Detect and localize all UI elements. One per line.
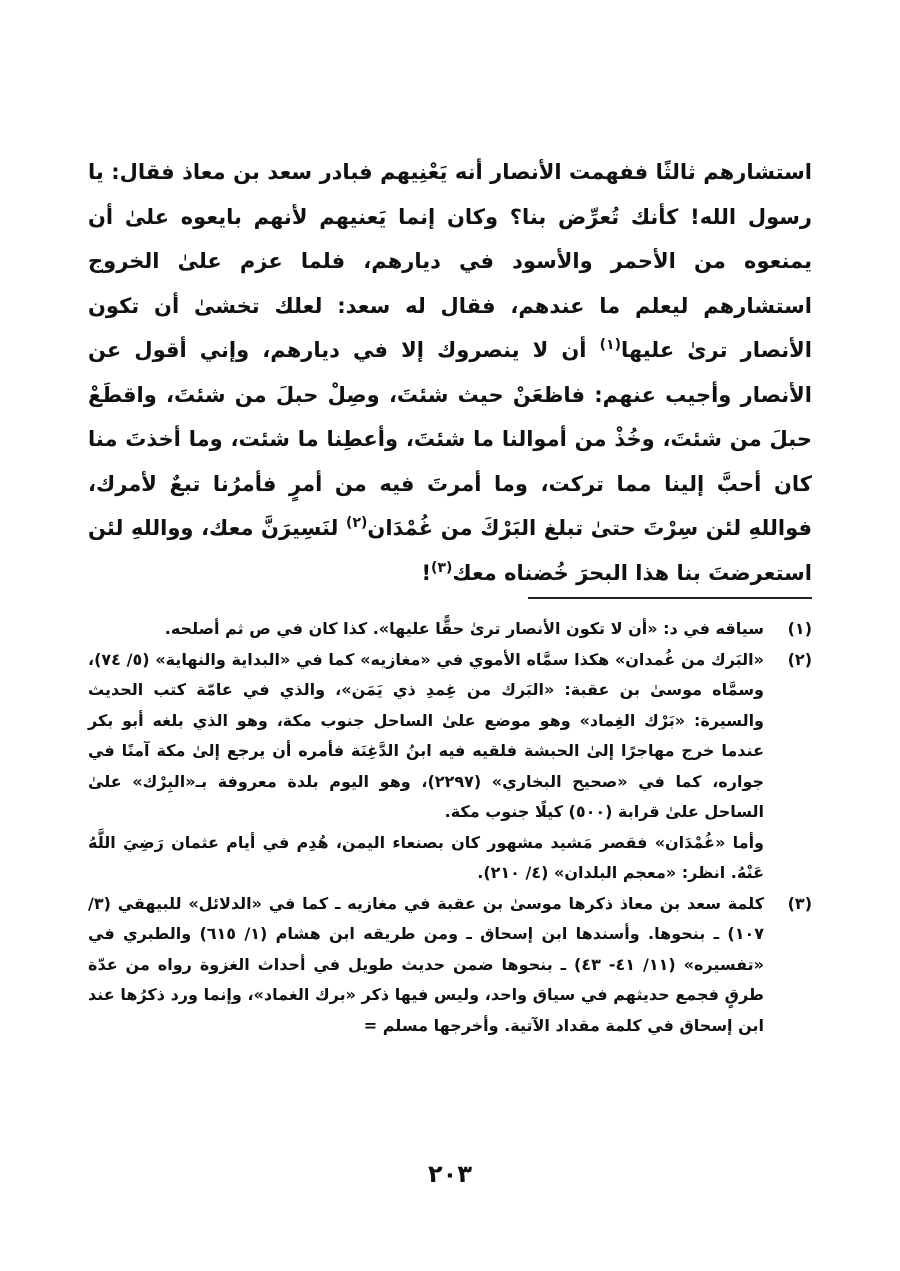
footnote-text: سياقه في د: «أن لا تكون الأنصار ترىٰ حقًّا عليها». كذا كان في ص ثم أصلحه. bbox=[164, 619, 764, 638]
footnote-text: وأما «غُمْدَان» فقصر مَشيد مشهور كان بصنعاء اليمن، هُدِم في أيام عثمان رَضِيَ اللَّهُ عَنْهُ. انظر: «معجم البلدان» (٤/ ٢١٠). bbox=[88, 832, 764, 882]
footnote-text: «البَرك من غُمدان» هكذا سمَّاه الأموي في «مغازيه» كما في «البداية والنهاية» (٥/ ٧٤)، وسمَّاه موسىٰ بن عقبة: «البَرك من غِمدِ ذي يَمَن»، والذي في عامّة كتب الحديث والسيرة: «بَرْك الغِماد» وهو موضع علىٰ الساحل جنوب مكة، وهو الذي بلغه أبو بكر عندما خرج مهاجرًا إلىٰ الحبشة فلقيه فيه ابنُ الدَّغِنَة فأمره أن يرجع إلىٰ مكة آمنًا في جواره، كما في «صحيح البخاري» (٢٢٩٧)، وهو اليوم بلدة معروفة بـ«البِرْك» علىٰ الساحل علىٰ قرابة (٥٠٠) كيلًا جنوب مكة. bbox=[88, 649, 765, 821]
footnote-number: (١) bbox=[787, 619, 812, 638]
footnote-ref-3[interactable]: (٣) bbox=[431, 559, 453, 576]
footnote-text: كلمة سعد بن معاذ ذكرها موسىٰ بن عقبة في مغازيه ـ كما في «الدلائل» للبيهقي (٣/ ١٠٧) ـ بنحوها. وأسندها ابن إسحاق ـ ومن طريقه ابن هشام (١/ ٦١٥) والطبري في «تفسيره» (١١/ ٤١- ٤٣) ـ بنحوها ضمن حديث طويل في أحداث الغزوة رواه من عدّة طرقٍ فجمع حديثهم في سياق واحد، وليس فيها ذكر «برك الغماد»، وإنما ورد ذكرُها عند ابن إسحاق في كلمة مقداد الآتية. وأخرجها مسلم = bbox=[88, 893, 765, 1035]
footnote-3 bbox=[88, 889, 812, 1042]
footnote-ref-2[interactable]: (٢) bbox=[346, 515, 368, 531]
main-text-run: لنَسِيرَنَّ معك، وواللهِ لئن استعرضتَ بنا هذا البحرَ خُضناه معك bbox=[88, 516, 812, 585]
footnotes bbox=[88, 614, 812, 1041]
main-text-run: استشارهم ثالثًا ففهمت الأنصار أنه يَعْنِيهم فبادر سعد بن معاذ فقال: يا رسول الله! كأنك تُعرِّض بنا؟ وكان إنما يَعنيهم لأنهم بايعوه علىٰ أن يمنعوه من الأحمر والأسود في ديارهم، فلما عزم علىٰ الخروج استشارهم ليعلم ما عندهم، فقال له سعد: لعلك تخشىٰ أن تكون الأنصار ترىٰ عليها bbox=[88, 160, 812, 362]
footnote-number: (٣) bbox=[787, 893, 812, 913]
main-text-run: ! bbox=[421, 560, 432, 585]
footnote-number: (٢) bbox=[787, 649, 812, 669]
main-text-run: أن لا ينصروك إلا في ديارهم، وإني أقول عن الأنصار وأجيب عنهم: فاظعَنْ حيث شئتَ، وصِلْ حبلَ من شئتَ، واقطَعْ حبلَ من شئتَ، وخُذْ من أموالنا ما شئتَ، وأعطِنا ما شئت، وما أخذتَ منا كان أحبَّ إلينا مما تركت، وما أمرتَ فيه من أمرٍ فأمرُنا تبعٌ لأمرك، فواللهِ لئن سِرْتَ حتىٰ تبلغ البَرْكَ من غُمْدَان bbox=[88, 338, 812, 540]
footnote-2 bbox=[88, 645, 812, 889]
footnote-1 bbox=[88, 614, 812, 645]
main-paragraph bbox=[88, 150, 812, 595]
main-text bbox=[88, 150, 812, 595]
footnote-ref-1[interactable]: (١) bbox=[599, 337, 621, 353]
page-number: ٢٠٣ bbox=[428, 1160, 472, 1188]
footnote-separator bbox=[528, 597, 812, 599]
